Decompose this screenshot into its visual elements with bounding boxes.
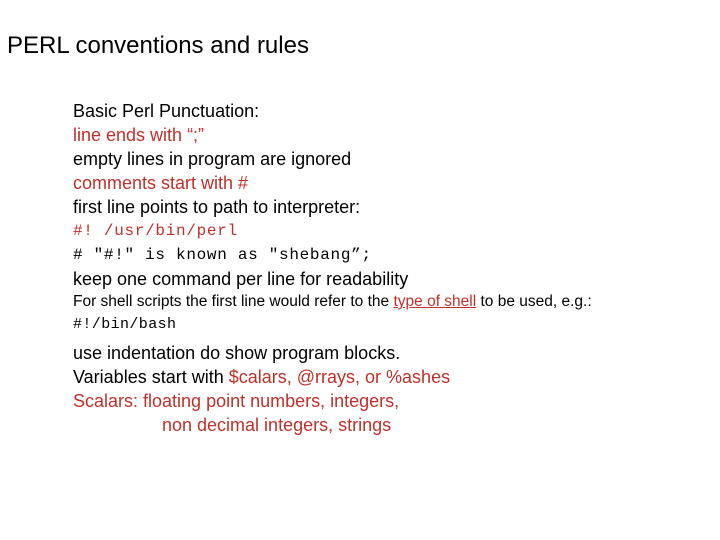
rule-empty-lines: empty lines in program are ignored xyxy=(73,149,352,169)
scalars-types-line2: non decimal integers, strings xyxy=(162,415,392,435)
slide-body xyxy=(73,99,713,437)
code-shebang-comment: # "#!" is known as "shebang”; xyxy=(73,246,372,264)
shell-scripts-note xyxy=(73,291,713,313)
shell-note-text-end: to be used, e.g.: xyxy=(476,293,592,310)
variables-types: $calars, @rrays, or %ashes xyxy=(228,367,451,387)
code-perl-path: #! /usr/bin/perl xyxy=(73,222,238,240)
slide-title: PERL conventions and rules xyxy=(7,32,309,59)
rule-first-line: first line points to path to interpreter: xyxy=(73,197,361,217)
scalars-types-line1: Scalars: floating point numbers, integers, xyxy=(73,391,400,411)
code-bash-path: #!/bin/bash xyxy=(73,316,177,333)
rule-comments: comments start with # xyxy=(73,173,249,193)
variables-prefix: Variables start with xyxy=(73,367,229,387)
type-of-shell-link[interactable]: type of shell xyxy=(393,293,477,310)
shell-note-text-start: For shell scripts the first line would refer to the xyxy=(73,293,394,310)
rule-variables xyxy=(73,365,713,389)
rule-indentation: use indentation do show program blocks. xyxy=(73,343,401,363)
rule-line-ends: line ends with “;” xyxy=(73,125,205,145)
punctuation-heading: Basic Perl Punctuation: xyxy=(73,101,260,121)
rule-one-command: keep one command per line for readability xyxy=(73,269,409,289)
